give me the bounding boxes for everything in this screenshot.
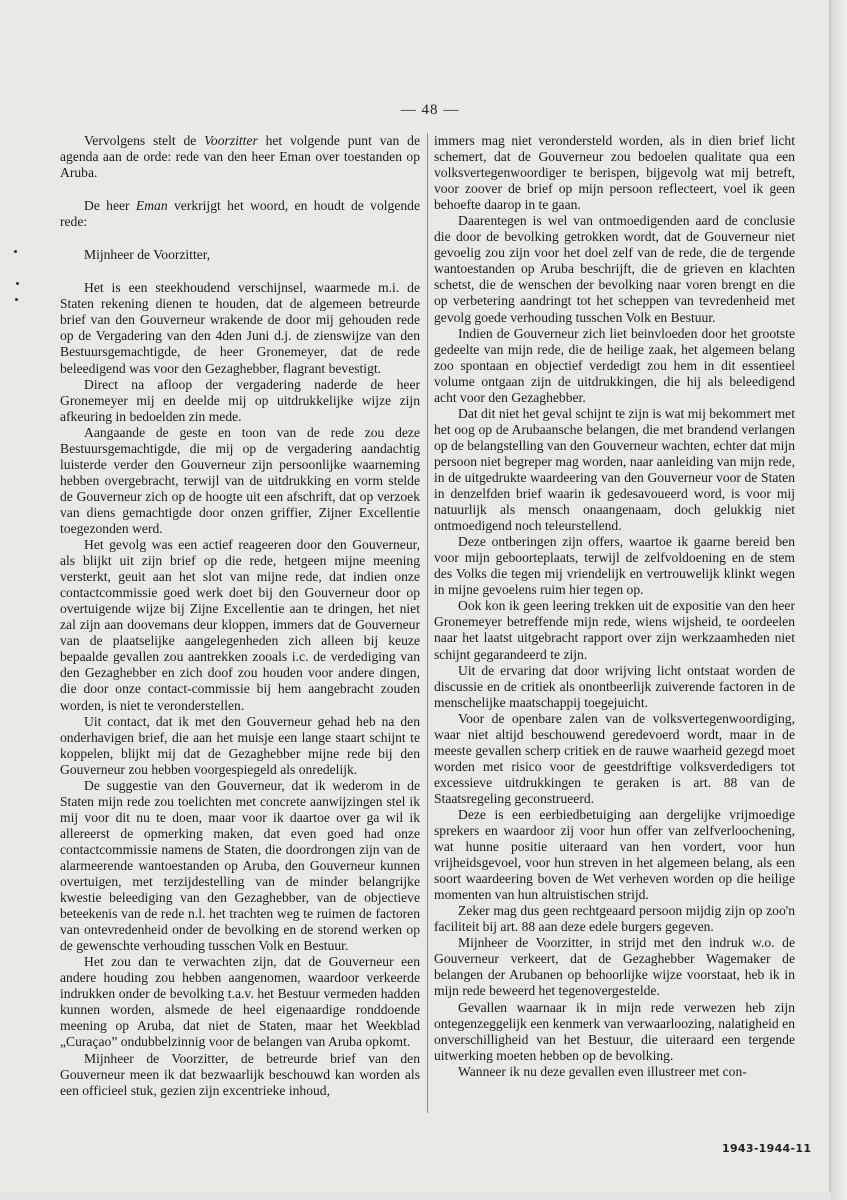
- paragraph: Direct na afloop der vergadering naderde de heer Gronemeyer mij en deelde mij op uitdrukkelijke wijze zijn afkeuring in bedoelden zin mede.: [60, 376, 420, 424]
- paragraph: Deze is een eerbiedbetuiging aan dergelijke vrijmoedige sprekers en waardoor zij voor hun offer van zelfverloochening, wat hunne positie uiteraard van hen vordert, voor hun vrijheidsgevoel, voor hun streven in het algemeen belang, als een soort waardeering boven de Wet verheven worden op die heilige momenten van hun altruistischen strijd.: [434, 806, 795, 903]
- paragraph: Indien de Gouverneur zich liet beinvloeden door het grootste gedeelte van mijn rede, die de heilige zaak, het algemeen belang zoo spontaan en objectief verdedigt zou hem in dit essentieel volume ontgaan zijn de uitdrukkingen, die hij als beleedigend acht voor den Gezaghebber.: [434, 325, 795, 405]
- paragraph: Mijnheer de Voorzitter, in strijd met den indruk w.o. de Gouverneur verkeert, dat de Gezaghebber Wagemaker de belangen der Arubanen op behoorlijke wijze voorstaat, heb ik in mijn rede beweerd het tegenovergestelde.: [434, 935, 795, 999]
- paragraph: Zeker mag dus geen rechtgeaard persoon mijdig zijn op zoo'n faciliteit bij art. 88 aan deze edele burgers gegeven.: [434, 903, 795, 935]
- page-number: — 48 —: [400, 102, 460, 118]
- paragraph: Het gevolg was een actief reageeren door den Gouverneur, als blijkt uit zijn brief op die rede, hetgeen mijne meening versterkt, geuit aan het slot van mijne rede, dat indien onze contactcommissie goed werk doet bij den Gouverneur door op overtuigende wijze bij Zijne Excellentie aan te dringen, het niet zal zijn aan doovemans deur kloppen, immers dat de Gouverneur van de plaatselijke aangelegenheden zich alleen bij keuze bepaalde gevallen zou aantrekken zooals i.c. de verdediging van den Gezaghebber en zich doof zou houden voor andere dingen, die door onze contact-commissie bij hem aangebracht zouden worden, is niet te veronderstellen.: [60, 537, 420, 713]
- paragraph: Wanneer ik nu deze gevallen even illustreer met con-: [458, 1063, 747, 1079]
- paragraph: Het zou dan te verwachten zijn, dat de Gouverneur een andere houding zou hebben aangenomen, waardoor verkeerde indrukken onder de bevolking t.a.v. het Bestuur vermeden hadden kunnen worden, alsmede de heel eigenaardige ronddoende meening op Aruba, dat niet de Staten, maar het Weekblad „Curaçao” ondubbelzinnig voor de belangen van Aruba opkomt.: [60, 954, 420, 1050]
- paragraph: Voor de openbare zalen van de volksvertegenwoordiging, waar niet altijd beschouwend geredevoerd wordt, maar in de meeste gevallen scherp critiek en de rauwe waarheid gezegd moet worden met risico voor de geestdriftige volksverdedigers tot excessieve uitdrukkingen te geraken is art. 88 van de Staatsregeling geconstrueerd.: [434, 710, 795, 806]
- salutation: Mijnheer de Voorzitter,: [84, 247, 211, 263]
- paragraph: Gevallen waarnaar ik in mijn rede verwezen heb zijn ontegenzeggelijk een kenmerk van verwaarloozing, nalatigheid en onverschilligheid van het Bestuur, die uiteraard een tergende uitwerking moeten hebben op de bevolking.: [434, 999, 795, 1063]
- paragraph: Deze ontberingen zijn offers, waartoe ik gaarne bereid ben voor mijn geboorteplaats, terwijl de zelfvoldoening en de stem des Volks die tegen mij vriendelijk en vertrouwelijk klinkt wegen in mijne gevoelens ruim hier tegen op.: [434, 534, 795, 598]
- column-divider: [427, 133, 428, 1113]
- paragraph: Mijnheer de Voorzitter, de betreurde brief van den Gouverneur meen ik dat bezwaarlijk beschouwd kan worden als een officieel stuk, gezien zijn excentrieke inhoud,: [60, 1050, 420, 1098]
- paragraph: Dat dit niet het geval schijnt te zijn is wat mij bekommert met het oog op de Arubaansche belangen, die met brandend verlangen op de belangstelling van den Gouverneur wachten, echter dat mijn persoon niet begreper mag worden, naar aanleiding van mijn rede, in de uitgedrukte waardeering van den Gouverneur voor de Staten in denzelfden brief waarin ik gedesavoueerd word, is voor mij natuurlijk als mensch onaangenaam, doch gelukkig niet ontmoedigend noch teleurstellend.: [434, 405, 795, 534]
- paragraph: De suggestie van den Gouverneur, dat ik wederom in de Staten mijn rede zou toelichten met concrete aanwijzingen stel ik mij voor dit nu te doen, maar voor ik daartoe over ga wil ik allereerst de opmerking maken, dat even goed had onze contactcommissie namens de Staten, die doordrongen zijn van de alarmeerende wantoestanden op Aruba, den Gouverneur kunnen overtuigen, met terzijdestelling van de minder belangrijke kwestie beleediging van den Gezaghebber, van de objectieve beteekenis van de rede n.l. het trachten weg te ruimen de factoren van ontevredenheid onder de bevolking en de storend werken op de gewenschte verhouding tusschen Volk en Bestuur.: [60, 777, 420, 954]
- paragraph: Vervolgens stelt de Voorzitter het volgende punt van de agenda aan de orde: rede van den heer Eman over toestanden op Aruba.: [60, 133, 420, 181]
- left-column: [60, 133, 420, 1099]
- footer-code: 1943-1944-11: [722, 1142, 812, 1155]
- paragraph: Ook kon ik geen leering trekken uit de expositie van den heer Gronemeyer betreffende mijn rede, wiens wijsheid, te oordeelen naar het laatst uitgebracht rapport over zijn werkzaamheden niet schijnt gegarandeerd te zijn.: [434, 598, 795, 662]
- paragraph: De heer Eman verkrijgt het woord, en houdt de volgende rede:: [60, 198, 420, 230]
- paragraph: immers mag niet verondersteld worden, als in dien brief licht schemert, dat de Gouverneur zou bedoelen qualitate qua een volksvertegenwoordiger te berispen, bijgevolg wat mij betreft, voor zoover de brief op mijn persoon reflecteert, voel ik geen behoefte daarop in te gaan.: [434, 133, 795, 213]
- paragraph: Het is een steekhoudend verschijnsel, waarmede m.i. de Staten rekening dienen te houden, dat de algemeen betreurde brief van den Gouverneur wrakende de door mij gehouden rede op de Vergadering van den 4den Juni d.j. de zienswijze van den Bestuursgemachtigde, de heer Gronemeyer, dat de rede beleedigend was voor den Gezaghebber, flagrant bevestigt.: [60, 280, 420, 376]
- page-edge: [831, 0, 847, 1200]
- paragraph: Uit contact, dat ik met den Gouverneur gehad heb na den onderhavigen brief, die aan het muisje een lange staart schijnt te koppelen, blijkt mij dat de Gezaghebber mijne rede bij den Gouverneur zou hebben voorgespiegeld als onredelijk.: [60, 713, 420, 777]
- paragraph: Uit de ervaring dat door wrijving licht ontstaat worden de discussie en de critiek als onontbeerlijk zuiverende factoren in de menschelijke maatschappij toegejuicht.: [434, 662, 795, 710]
- paragraph: Aangaande de geste en toon van de rede zou deze Bestuursgemachtigde, die mij op de vergadering aandachtig luisterde verder den Gouverneur zijn persoonlijke waarneming hebben overgebracht, terwijl van de uitdrukking en vorm stelde de Gouverneur zich op de hoogte uit een afschrift, dat op verzoek van diens gemachtigde door onzen griffier, Zijner Excellentie toegezonden werd.: [60, 424, 420, 536]
- right-column: [434, 133, 795, 1080]
- paragraph: Daarentegen is wel van ontmoedigenden aard de conclusie die door de bevolking getrokken wordt, dat de Gouverneur niet gevoelig zou zijn voor het doel zelf van de rede, die de tergende wantoestanden op Aruba beschrijft, die de grieven en klachten schetst, die de wenschen der bevolking naar voren brengt en die op verbetering aandringt tot het scheppen van tevredenheid met gevolg goede verhouding tusschen Volk en Bestuur.: [434, 213, 795, 325]
